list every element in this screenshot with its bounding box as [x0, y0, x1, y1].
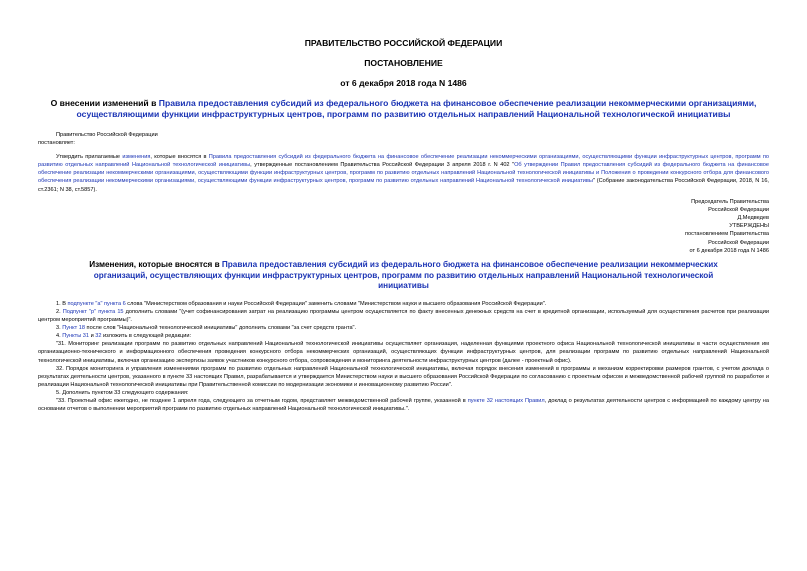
item-link[interactable]: Подпункт "р" пункта 15: [62, 308, 124, 315]
item-link[interactable]: пункте 32 настоящих Правил: [467, 397, 545, 404]
list-item: 5. Дополнить пунктом 33 следующего содержания:: [56, 389, 189, 396]
body-paragraph: [38, 153, 769, 193]
item-link[interactable]: Пункты 31: [62, 333, 90, 340]
item-text: после слов "Национальной технологической инициативы" дополнить словами "за счет средств гранта".: [85, 325, 357, 332]
item-link[interactable]: Пункт 18: [62, 325, 85, 332]
approved-date: от 6 декабря 2018 года N 1486: [689, 247, 769, 254]
item-text: 1. В: [56, 300, 68, 307]
item-text: "33. Проектный офис ежегодно, не позднее 1 апреля года, следующего за отчетным годом, представляет межведомственной рабочей группе, указанной в: [56, 397, 468, 404]
item-text: дополнить словами "(учет софинансирования затрат на реализацию программы центром осуществляется по факту внесенных денежных средств на счет в кредитной организации, используемый для осуществления расчетов при реализации центром мероприятий программы)".: [38, 308, 769, 324]
item-text: изложить в следующей редакции:: [101, 333, 192, 340]
body-text: Утвердить прилагаемые: [56, 154, 123, 161]
body-text: , утвержденные постановлением Правительства Российской Федерации 3 апреля 2018 г. N 402 ": [250, 162, 515, 169]
signature-line: Российской Федерации: [708, 206, 769, 213]
resolution-402-link[interactable]: Об утверждении Правил предоставления субсидий из федерального бюджета на финансовое обеспечение реализации некоммерческими организациями, осуществляющими функции инфраструктурных центров, программ по развитию отдельных направлений Национальной технологической инициативы и Положения о проведении конкурсного отбора для финансового обеспечения реализации некоммерческими организациями, осуществляющими функции инфраструктурных центров, программ по развитию отдельных направлений Национальной технологической инициативы: [38, 162, 769, 185]
decree-date: от 6 декабря 2018 года N 1486: [340, 78, 467, 88]
item-text: и: [89, 333, 96, 340]
decree-title: [38, 98, 769, 120]
list-item: [38, 308, 769, 324]
rules-link-3[interactable]: Правила предоставления субсидий из федерального бюджета на финансовое обеспечение реализации некоммерческих организаций, осуществляющих функции инфраструктурных центров, программ по развитию отдельных направлений Национальной технологической инициативы: [93, 260, 718, 291]
approved-label: УТВЕРЖДЕНЫ: [729, 223, 769, 230]
item-text: слова "Министерством образования и науки Российской Федерации" заменить словами "Министерством науки и высшего образования Российской Федерации".: [125, 300, 547, 307]
list-item: [38, 332, 769, 340]
approved-line: постановлением Правительства: [684, 231, 769, 238]
decree-title-prefix: О внесении изменений в: [50, 98, 159, 108]
item-text: 3.: [56, 325, 63, 332]
signature-block: [38, 198, 769, 255]
list-item: [38, 300, 769, 308]
list-item: [38, 324, 769, 332]
item-link[interactable]: 32: [95, 333, 102, 340]
quoted-item-31: "31. Мониторинг реализации программ по развитию отдельных направлений Национальной технологической инициативы осуществляет организация, наделенная функциями проектного офиса Национальной технологической инициативы в части осуществления им организационно-технического и информационного обеспечения проведения конкурсного отбора некоммерческих организаций, осуществляющих функции инфраструктурных центров, для реализации программ по развитию отдельных направлений Национальной технологической инициативы, включая организацию экспертизы заявок участников конкурсного отбора, сопровождения и мониторинга деятельности инфраструктурных центров (далее - проектный офис).: [38, 341, 769, 364]
body-text: , которые вносятся в: [150, 154, 209, 161]
changes-link[interactable]: изменения: [122, 154, 151, 161]
changes-title-prefix: Изменения, которые вносятся в: [89, 260, 222, 270]
government-heading: ПРАВИТЕЛЬСТВО РОССИЙСКОЙ ФЕДЕРАЦИИ: [304, 38, 503, 48]
quoted-item-32: 32. Порядок мониторинга и управления изменениями программ по развитию отдельных направлений Национальной технологической инициативы, включая порядок внесения изменений в программы и механизм корректировки размеров грантов, с учетом доклада о результатах деятельности центров, указанного в пункте 33 настоящих Правил, разрабатывается и утверждается Министерством науки и высшего образования Российской Федерации по согласованию с проектным офисом и межведомственной рабочей группой по разработке и реализации Национальной технологической инициативы при Правительственной комиссии по модернизации экономики и инновационному развитию России".: [38, 365, 769, 388]
changes-title: [38, 260, 769, 292]
changes-list: [38, 300, 769, 413]
rules-link-2[interactable]: Правила предоставления субсидий из федерального бюджета на финансовое обеспечение реализации некоммерческими организациями, осуществляющими функции инфраструктурных центров, программ по развитию отдельных направлений Национальной технологической инициативы: [38, 154, 769, 169]
rules-link[interactable]: Правила предоставления субсидий из федерального бюджета на финансовое обеспечение реализации некоммерческими организациями, осуществляющими функции инфраструктурных центров, программ по развитию отдельных направлений Национальной технологической инициативы: [76, 98, 757, 119]
item-text: , доклад о результатах деятельности центров с информацией по каждому центру на основании отчетов о выполнении мероприятий программ по развитию отдельных направлений Национальной технологической инициативы.".: [38, 397, 770, 413]
preamble-decree: постановляет:: [38, 140, 75, 147]
approved-line: Российской Федерации: [708, 239, 769, 246]
quoted-item-33: [38, 397, 769, 413]
signature-line: Председатель Правительства: [691, 198, 769, 205]
item-text: 2.: [56, 308, 63, 315]
decree-type: ПОСТАНОВЛЕНИЕ: [364, 58, 443, 68]
signature-name: Д.Медведев: [737, 215, 769, 222]
preamble-line: Правительство Российской Федерации: [56, 132, 158, 138]
item-text: 4.: [56, 333, 63, 340]
item-link[interactable]: подпункте "а" пункта 6: [67, 300, 126, 307]
body-text: " (Собрание законодательства Российской Федерации, 2018, N 16, ст.2361; N 38, ст.5857).: [38, 178, 769, 193]
